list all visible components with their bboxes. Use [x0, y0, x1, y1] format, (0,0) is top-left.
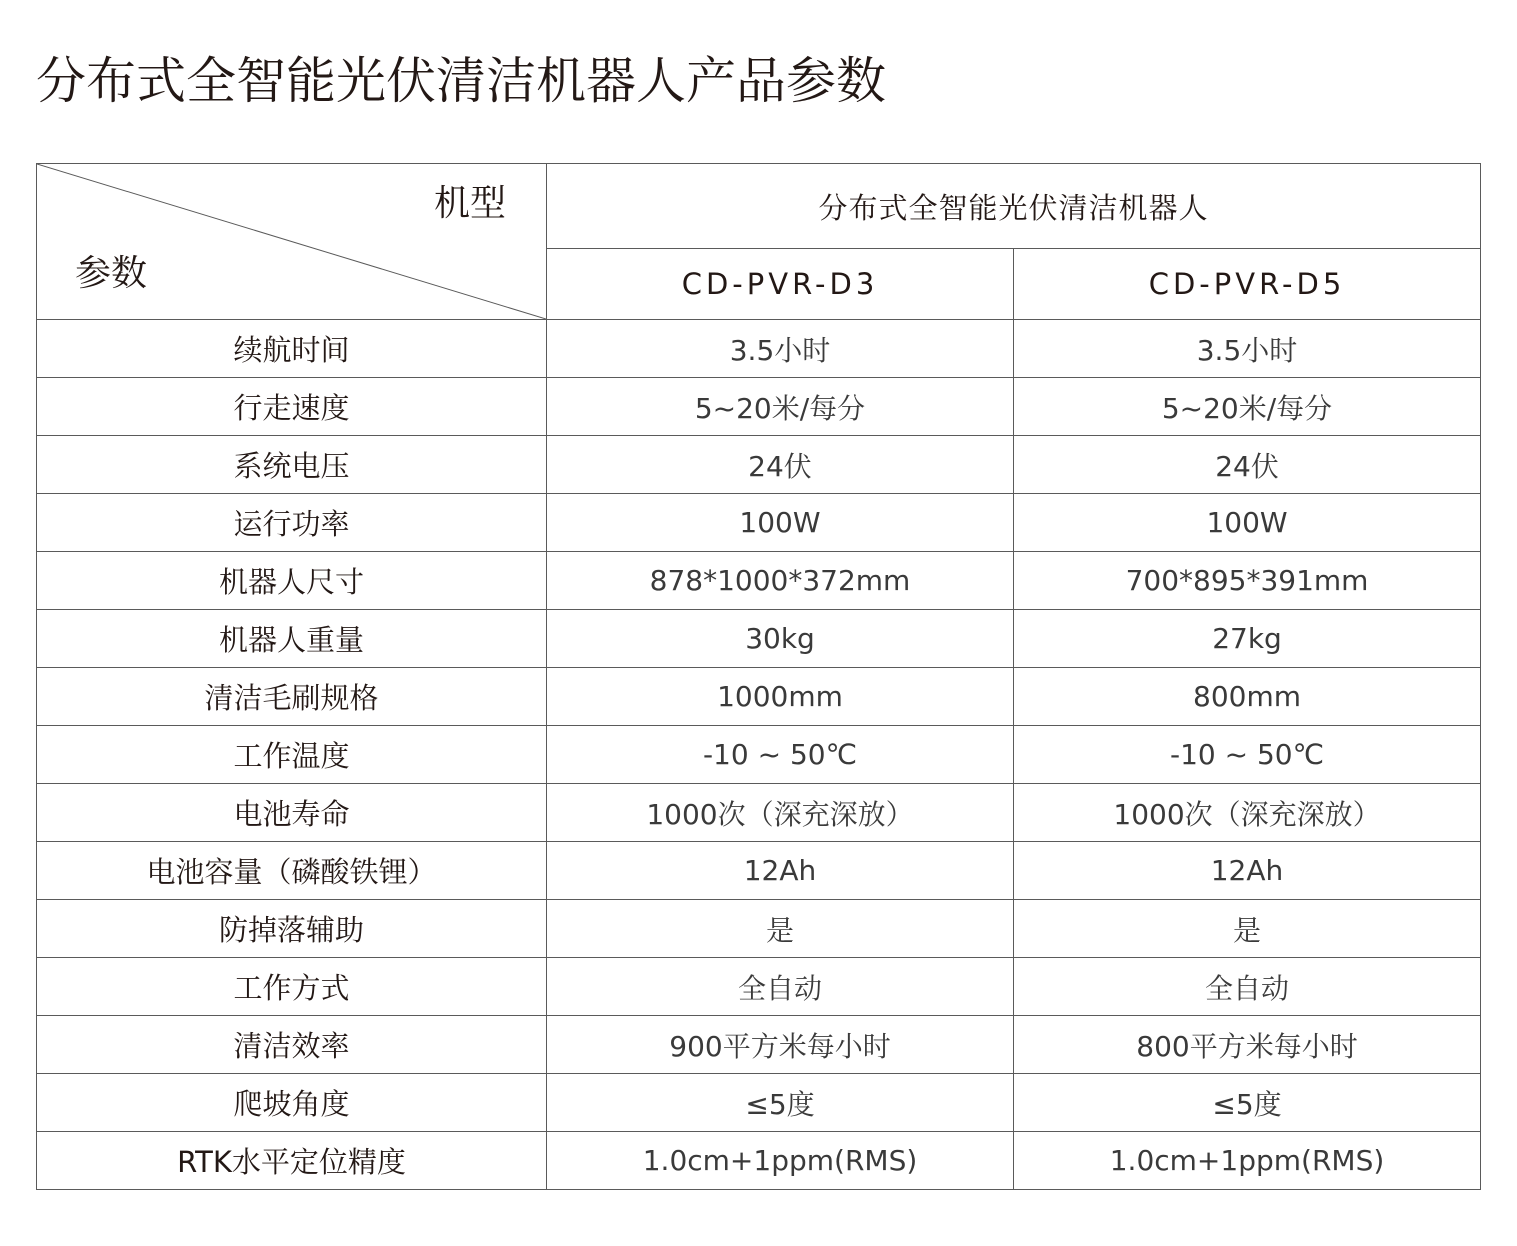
table-row [37, 320, 1481, 378]
model-header-d3: CD-PVR-D3 [547, 249, 1014, 320]
value-cell-d3: 900平方米每小时 [547, 1016, 1014, 1074]
value-cell-d3: 是 [547, 900, 1014, 958]
value-cell-d5: 100W [1014, 494, 1481, 552]
value-cell-d3: 24伏 [547, 436, 1014, 494]
table-row [37, 784, 1481, 842]
table-row [37, 900, 1481, 958]
value-cell-d3: 30kg [547, 610, 1014, 668]
value-cell-d3: -10 ~ 50℃ [547, 726, 1014, 784]
value-cell-d5: 27kg [1014, 610, 1481, 668]
value-cell-d5: 12Ah [1014, 842, 1481, 900]
table-row [37, 436, 1481, 494]
value-cell-d5: 3.5小时 [1014, 320, 1481, 378]
value-cell-d3: 3.5小时 [547, 320, 1014, 378]
table-row [37, 1132, 1481, 1190]
param-cell: RTK水平定位精度 [37, 1132, 547, 1190]
table-row [37, 842, 1481, 900]
value-cell-d5: 800平方米每小时 [1014, 1016, 1481, 1074]
table-row [37, 1016, 1481, 1074]
param-cell: 机器人重量 [37, 610, 547, 668]
value-cell-d3: 全自动 [547, 958, 1014, 1016]
value-cell-d3: 1.0cm+1ppm(RMS) [547, 1132, 1014, 1190]
param-cell: 运行功率 [37, 494, 547, 552]
table-row [37, 494, 1481, 552]
param-cell: 防掉落辅助 [37, 900, 547, 958]
value-cell-d5: -10 ~ 50℃ [1014, 726, 1481, 784]
table-row [37, 610, 1481, 668]
param-cell: 工作温度 [37, 726, 547, 784]
table-row [37, 726, 1481, 784]
model-header-d5: CD-PVR-D5 [1014, 249, 1481, 320]
corner-model-label: 机型 [433, 183, 506, 224]
table-row [37, 1074, 1481, 1132]
page-title: 分布式全智能光伏清洁机器人产品参数 [36, 52, 886, 110]
spec-table [36, 163, 1481, 1190]
value-cell-d5: 800mm [1014, 668, 1481, 726]
table-row [37, 668, 1481, 726]
value-cell-d3: 100W [547, 494, 1014, 552]
value-cell-d3: ≤5度 [547, 1074, 1014, 1132]
param-cell: 续航时间 [37, 320, 547, 378]
param-cell: 清洁毛刷规格 [37, 668, 547, 726]
table-row [37, 958, 1481, 1016]
value-cell-d5: 700*895*391mm [1014, 552, 1481, 610]
value-cell-d5: 是 [1014, 900, 1481, 958]
param-cell: 清洁效率 [37, 1016, 547, 1074]
value-cell-d3: 878*1000*372mm [547, 552, 1014, 610]
header-row-product [37, 164, 1481, 249]
value-cell-d5: 全自动 [1014, 958, 1481, 1016]
table-row [37, 552, 1481, 610]
corner-cell [37, 164, 547, 320]
param-cell: 电池寿命 [37, 784, 547, 842]
value-cell-d5: 24伏 [1014, 436, 1481, 494]
param-cell: 系统电压 [37, 436, 547, 494]
value-cell-d5: 1000次（深充深放） [1014, 784, 1481, 842]
param-cell: 电池容量（磷酸铁锂） [37, 842, 547, 900]
value-cell-d5: ≤5度 [1014, 1074, 1481, 1132]
value-cell-d3: 1000次（深充深放） [547, 784, 1014, 842]
value-cell-d3: 12Ah [547, 842, 1014, 900]
corner-param-label: 参数 [75, 253, 148, 294]
param-cell: 机器人尺寸 [37, 552, 547, 610]
param-cell: 爬坡角度 [37, 1074, 547, 1132]
product-name-header: 分布式全智能光伏清洁机器人 [547, 164, 1481, 249]
table-row [37, 378, 1481, 436]
param-cell: 行走速度 [37, 378, 547, 436]
value-cell-d5: 5~20米/每分 [1014, 378, 1481, 436]
value-cell-d3: 1000mm [547, 668, 1014, 726]
value-cell-d5: 1.0cm+1ppm(RMS) [1014, 1132, 1481, 1190]
param-cell: 工作方式 [37, 958, 547, 1016]
value-cell-d3: 5~20米/每分 [547, 378, 1014, 436]
